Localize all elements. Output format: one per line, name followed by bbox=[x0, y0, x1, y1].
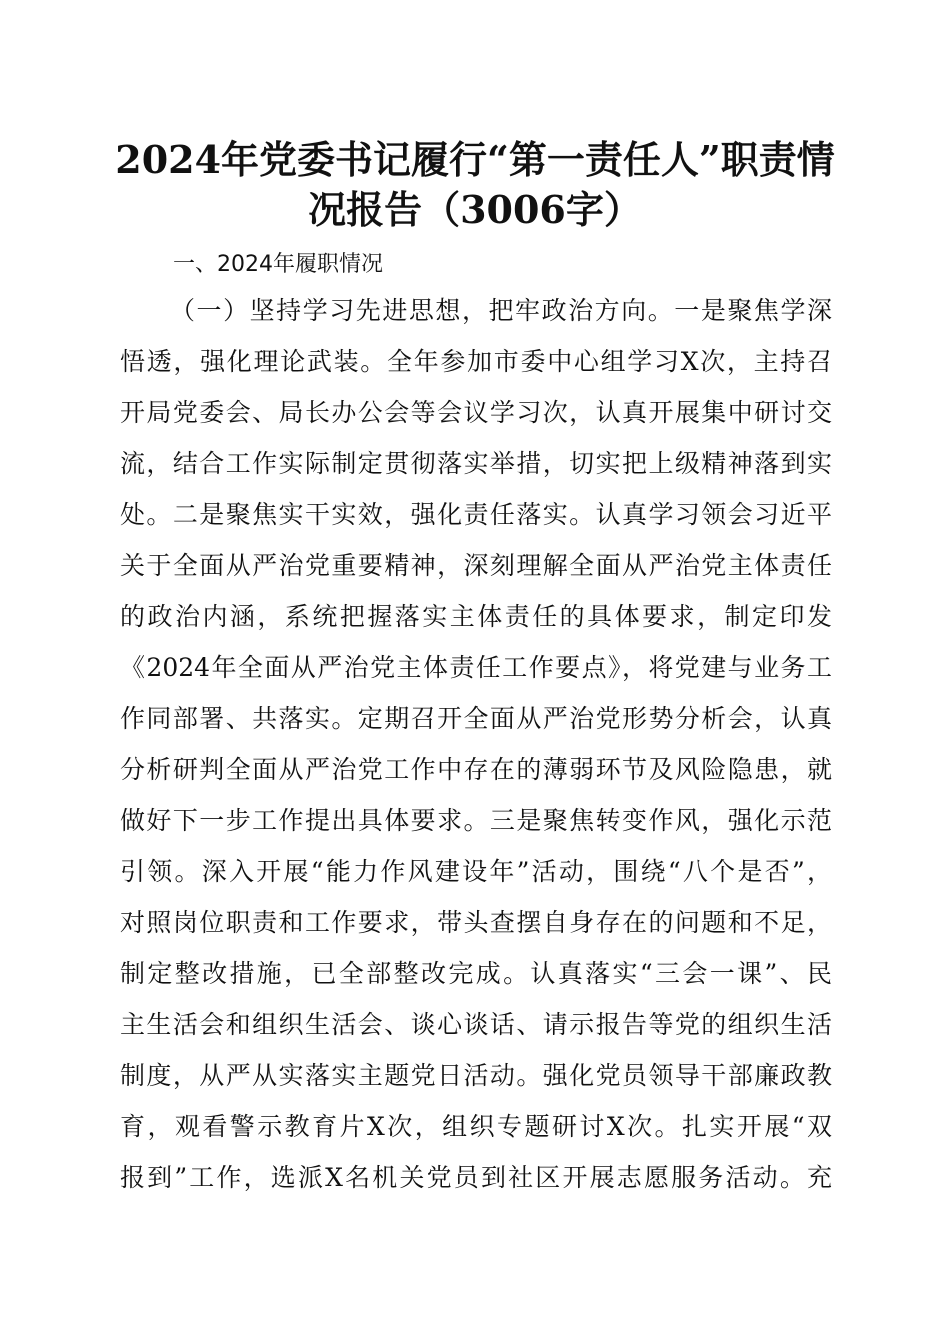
paragraph-line: 开局党委会、局长办公会等会议学习次，认真开展集中研讨交 bbox=[120, 398, 832, 427]
paragraph-line: 处。二是聚焦实干实效，强化责任落实。认真学习领会习近平 bbox=[120, 500, 832, 529]
section-heading: 一、2024年履职情况 bbox=[173, 252, 383, 277]
paragraph-line: 《2024年全面从严治党主体责任工作要点》，将党建与业务工 bbox=[120, 653, 832, 682]
paragraph-line: 对照岗位职责和工作要求，带头查摆自身存在的问题和不足， bbox=[120, 908, 832, 937]
paragraph-line: 报到”工作，选派X名机关党员到社区开展志愿服务活动。充 bbox=[120, 1163, 832, 1192]
paragraph-line: 作同部署、共落实。定期召开全面从严治党形势分析会，认真 bbox=[120, 704, 832, 733]
paragraph-line: 引领。深入开展“能力作风建设年”活动，围绕“八个是否”， bbox=[120, 857, 832, 886]
paragraph-line: 制度，从严从实落实主题党日活动。强化党员领导干部廉政教 bbox=[120, 1061, 832, 1090]
paragraph-line: 制定整改措施，已全部整改完成。认真落实“三会一课”、民 bbox=[120, 959, 832, 988]
paragraph-line: （一）坚持学习先进思想，把牢政治方向。一是聚焦学深 bbox=[170, 296, 832, 325]
paragraph-line: 关于全面从严治党重要精神，深刻理解全面从严治党主体责任 bbox=[120, 551, 832, 580]
paragraph-line: 流，结合工作实际制定贯彻落实举措，切实把上级精神落到实 bbox=[120, 449, 832, 478]
paragraph-line: 主生活会和组织生活会、谈心谈话、请示报告等党的组织生活 bbox=[120, 1010, 832, 1039]
document-title-line-1: 2024年党委书记履行“第一责任人”职责情 bbox=[115, 137, 835, 182]
paragraph-line: 做好下一步工作提出具体要求。三是聚焦转变作风，强化示范 bbox=[120, 806, 832, 835]
paragraph-line: 的政治内涵，系统把握落实主体责任的具体要求，制定印发 bbox=[120, 602, 832, 631]
document-title-line-2: 况报告（3006字） bbox=[308, 187, 642, 232]
paragraph-line: 悟透，强化理论武装。全年参加市委中心组学习X次，主持召 bbox=[120, 347, 832, 376]
paragraph-line: 育，观看警示教育片X次，组织专题研讨X次。扎实开展“双 bbox=[120, 1112, 832, 1141]
paragraph-line: 分析研判全面从严治党工作中存在的薄弱环节及风险隐患，就 bbox=[120, 755, 832, 784]
